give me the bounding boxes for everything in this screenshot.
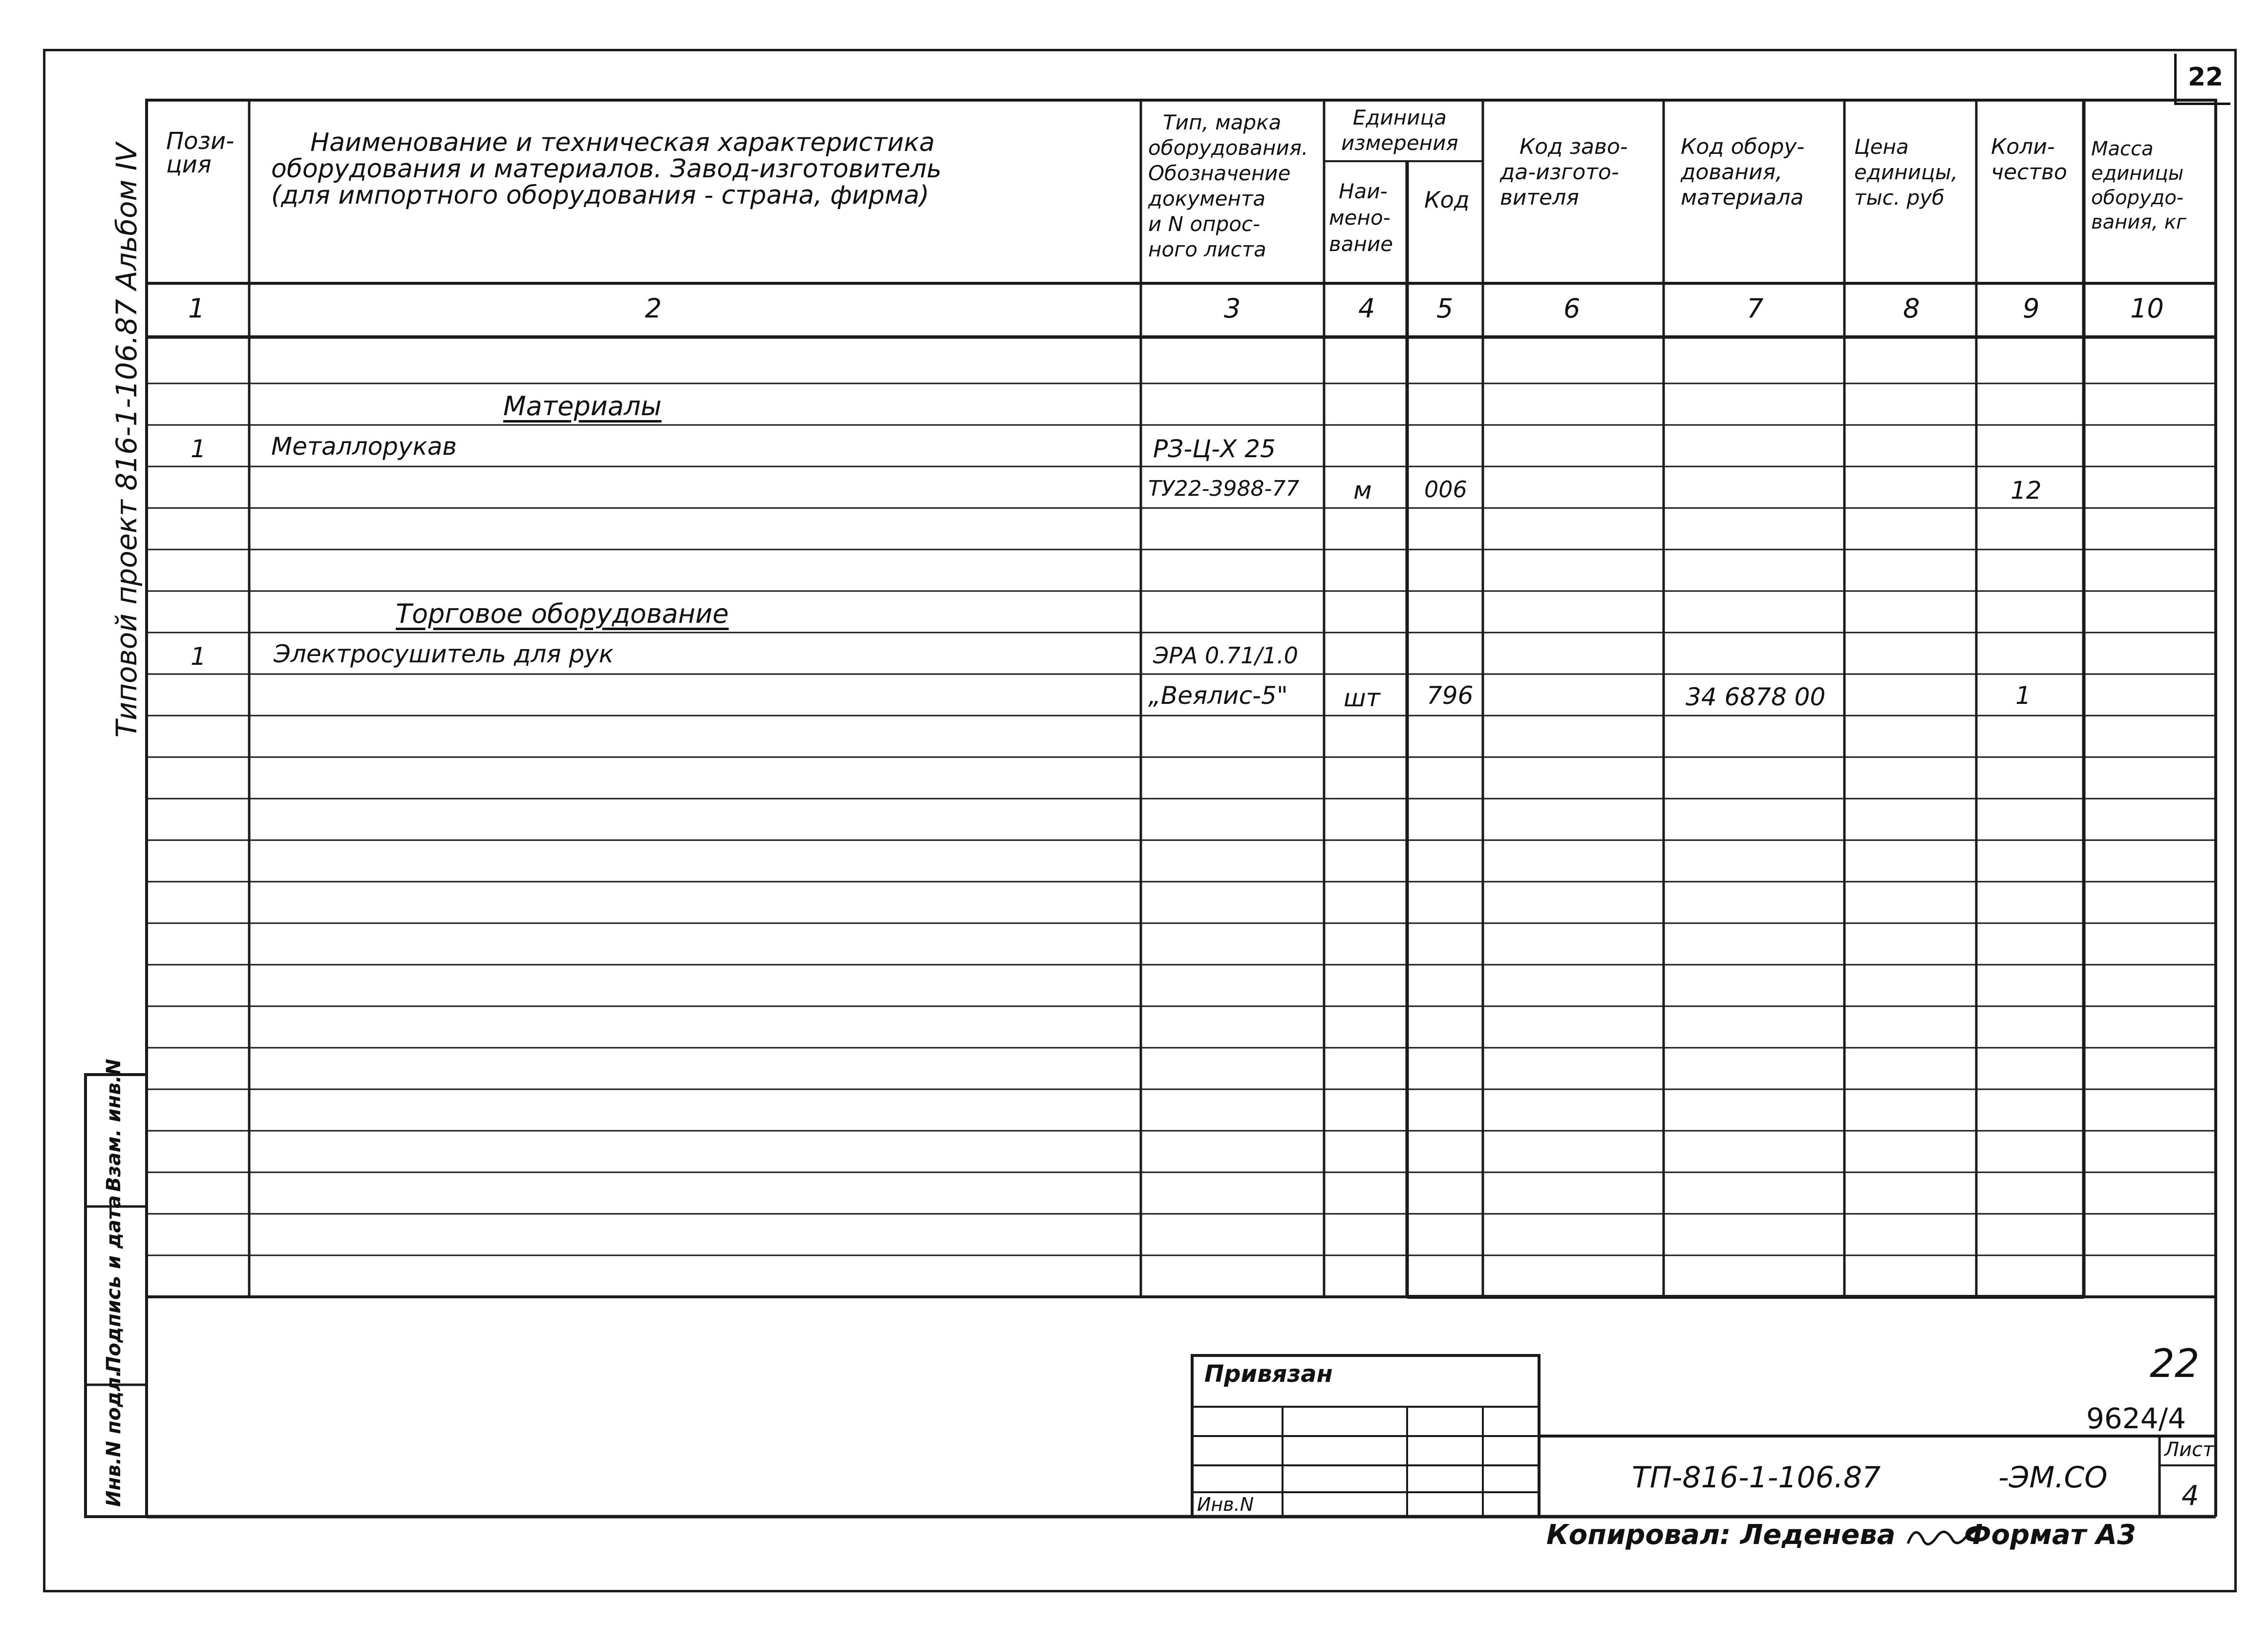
bottom-sheet-number: 22	[2150, 1341, 2200, 1386]
header-mass: Масса единицы оборудо- вания, кг	[2091, 138, 2186, 233]
header-position: Пози- ция	[166, 127, 235, 178]
row-dryer-unit-code: 796	[1427, 681, 1474, 710]
colnum-6: 6	[1563, 293, 1581, 324]
colnum-2: 2	[645, 293, 662, 324]
row-dryer-unit: шт	[1344, 684, 1380, 712]
doc-code: -ЭМ.СО	[1998, 1460, 2108, 1495]
corner-number: 22	[2188, 63, 2224, 92]
row-metalhose-type: РЗ-Ц-Х 25	[1153, 435, 1276, 463]
sheet-value: 4	[2182, 1480, 2199, 1512]
row-metalhose-unit: м	[1353, 476, 1372, 505]
colnum-1: 1	[188, 293, 205, 324]
strip-label-orig-inv: Инв.N подл.	[103, 1370, 125, 1507]
header-type: Тип, марка оборудования. Обозначение документа и N опрос- ного листа	[1148, 110, 1308, 261]
row-metalhose-unit-code: 006	[1424, 476, 1467, 503]
order-number: 9624/4	[2086, 1402, 2186, 1435]
header-unit-code: Код	[1424, 187, 1470, 213]
section-trade-equipment: Торговое оборудование	[396, 598, 729, 629]
row-metalhose-spec: ТУ22-3988-77	[1148, 476, 1300, 501]
colnum-5: 5	[1436, 293, 1454, 324]
header-quantity: Коли- чество	[1991, 134, 2067, 185]
row-dryer-qty: 1	[2015, 681, 2031, 710]
section-materials: Материалы	[503, 391, 662, 422]
designation: ТП-816-1-106.87	[1632, 1460, 1881, 1495]
row-dryer-type: ЭРА 0.71/1.0	[1153, 642, 1299, 669]
colnum-3: 3	[1224, 293, 1241, 324]
strip-label-signature-date: Подпись и дата	[103, 1195, 125, 1373]
row-dryer-position: 1	[191, 642, 206, 671]
header-equipment-code: Код обору- дования, материала	[1681, 134, 1805, 210]
colnum-8: 8	[1903, 293, 1920, 324]
colnum-4: 4	[1358, 293, 1375, 324]
row-dryer-name: Электросушитель для рук	[274, 640, 614, 668]
sheet-label: Лист	[2164, 1438, 2214, 1461]
colnum-7: 7	[1747, 293, 1764, 324]
header-name: Наименование и техническая характеристика оборудования и материалов. Завод-изготовитель (для импортного оборудования - страна, фирма)	[271, 128, 942, 210]
row-dryer-model: „Веялис-5"	[1148, 681, 1288, 710]
side-title: Типовой проект 816-1-106.87 Альбом IV	[110, 143, 143, 738]
stamp-inv-label: Инв.N	[1197, 1494, 1254, 1515]
header-unit-name: Наи- мено- вание	[1329, 179, 1393, 256]
row-metalhose-position: 1	[191, 435, 206, 463]
row-dryer-equipment-code: 34 6878 00	[1686, 683, 1826, 711]
strip-label-replace-inv: Взам. инв.N	[103, 1058, 125, 1192]
stamp-linked-label: Привязан	[1204, 1360, 1333, 1388]
colnum-9: 9	[2023, 293, 2040, 324]
format: Формат А3	[1964, 1519, 2136, 1551]
row-metalhose-qty: 12	[2011, 476, 2042, 505]
colnum-10: 10	[2130, 293, 2164, 324]
copied-by: Копировал: Леденева	[1546, 1519, 1896, 1551]
header-factory-code: Код заво- да-изгото- вителя	[1500, 134, 1628, 210]
header-price: Цена единицы, тыс. руб	[1854, 135, 1958, 210]
row-metalhose-name: Металлорукав	[271, 432, 457, 461]
header-unit-group: Единица измерения	[1341, 106, 1458, 155]
